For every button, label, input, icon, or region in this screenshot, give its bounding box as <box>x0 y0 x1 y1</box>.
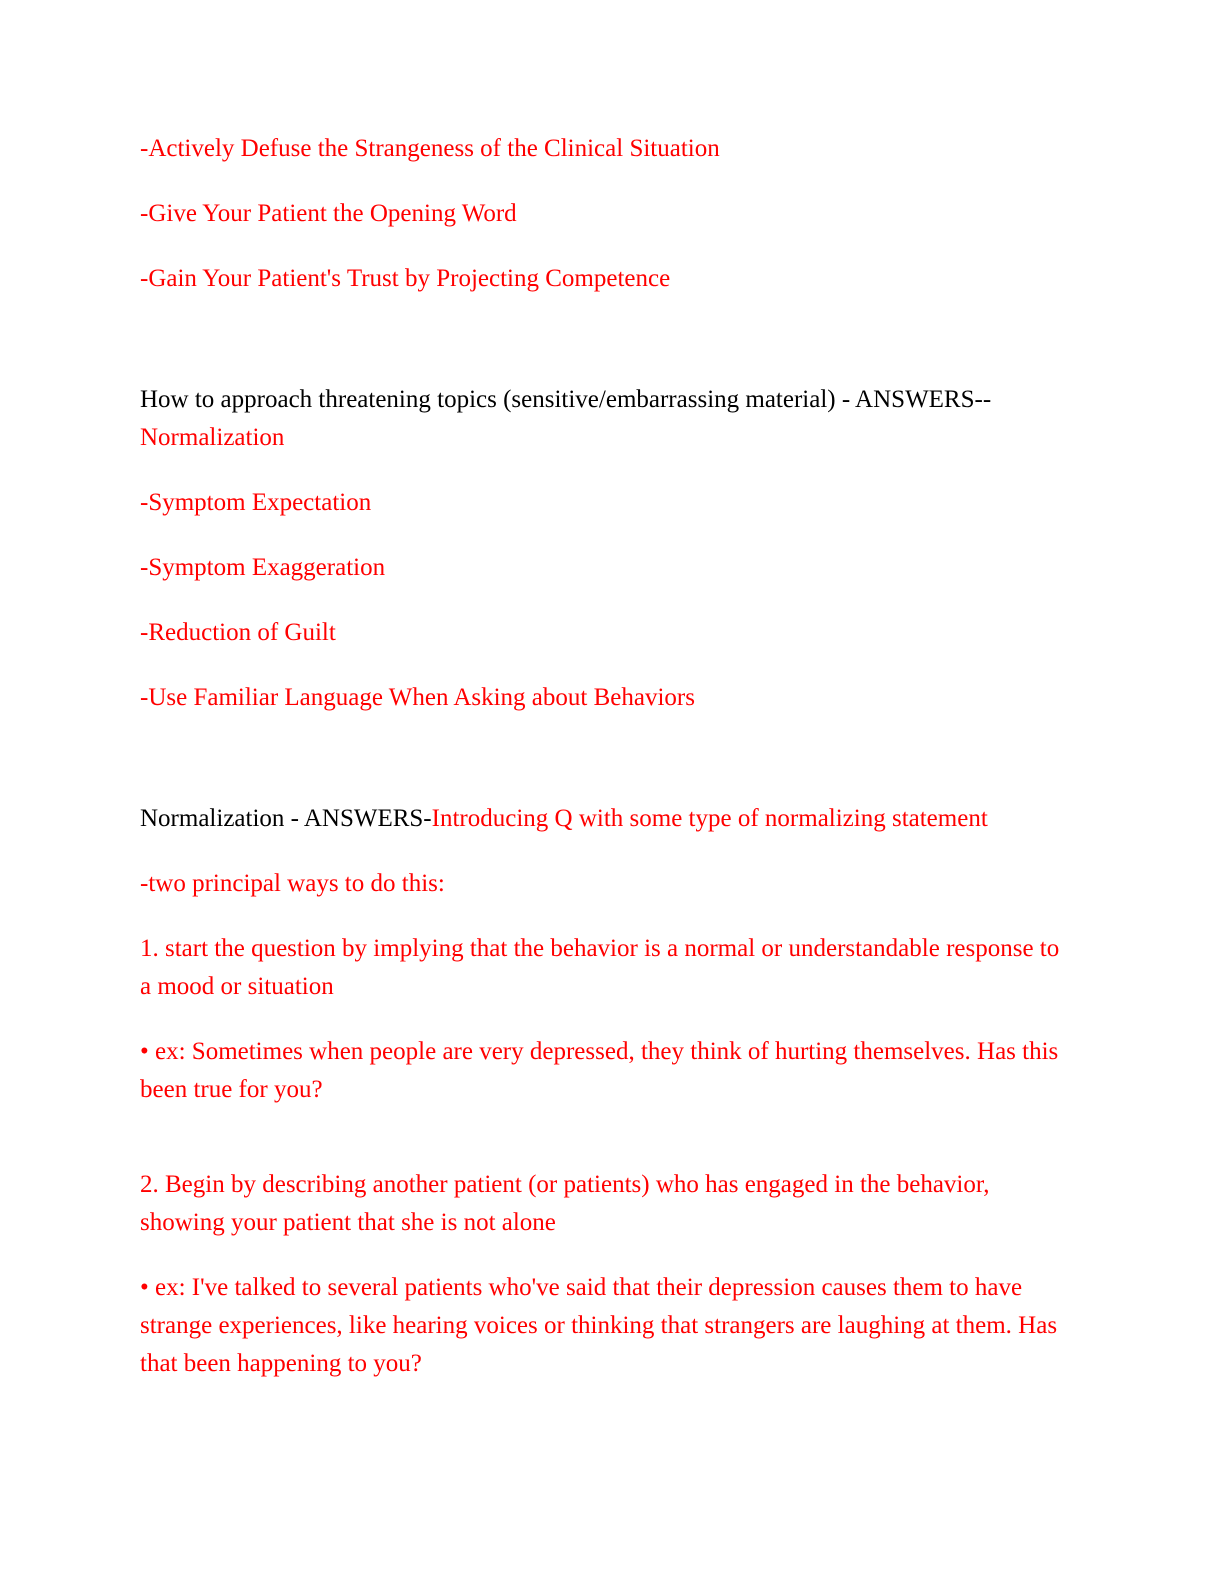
followup-way-one: 1. start the question by implying that the behavior is a normal or understandable response to a mood or situation <box>140 935 1060 1000</box>
followup-reduction-of-guilt: -Reduction of Guilt <box>140 619 336 646</box>
followup-example-one: • ex: Sometimes when people are very depressed, they think of hurting themselves. Has this been true for you? <box>140 1038 1059 1103</box>
section-spacer-2 <box>140 744 1074 800</box>
qa-normalization <box>140 800 1074 838</box>
answer-text-threatening-topics: Normalization <box>140 424 285 451</box>
answer-line-trust: -Gain Your Patient's Trust by Projecting Competence <box>140 265 671 292</box>
followup-familiar-language: -Use Familiar Language When Asking about Behaviors <box>140 684 695 711</box>
question-text-threatening-topics: How to approach threatening topics (sensitive/embarrassing material) - ANSWERS-- <box>140 386 992 413</box>
answer-text-normalization: Introducing Q with some type of normalizing statement <box>431 805 988 832</box>
followup-two-principal-ways: -two principal ways to do this: <box>140 870 445 897</box>
answer-line-opening-word: -Give Your Patient the Opening Word <box>140 200 517 227</box>
qa-threatening-topics <box>140 381 1074 457</box>
followup-way-two: 2. Begin by describing another patient (or patients) who has engaged in the behavior, showing your patient that she is not alone <box>140 1171 990 1236</box>
question-text-normalization: Normalization - ANSWERS- <box>140 805 432 832</box>
section-spacer-1 <box>140 325 1074 381</box>
answer-line-defuse: -Actively Defuse the Strangeness of the Clinical Situation <box>140 135 720 162</box>
section-spacer-3 <box>140 1136 1074 1166</box>
followup-example-two: • ex: I've talked to several patients who've said that their depression causes them to have strange experiences, like hearing voices or thinking that strangers are laughing at them. Has that been happening to you? <box>140 1274 1058 1377</box>
followup-symptom-expectation: -Symptom Expectation <box>140 489 372 516</box>
followup-symptom-exaggeration: -Symptom Exaggeration <box>140 554 386 581</box>
